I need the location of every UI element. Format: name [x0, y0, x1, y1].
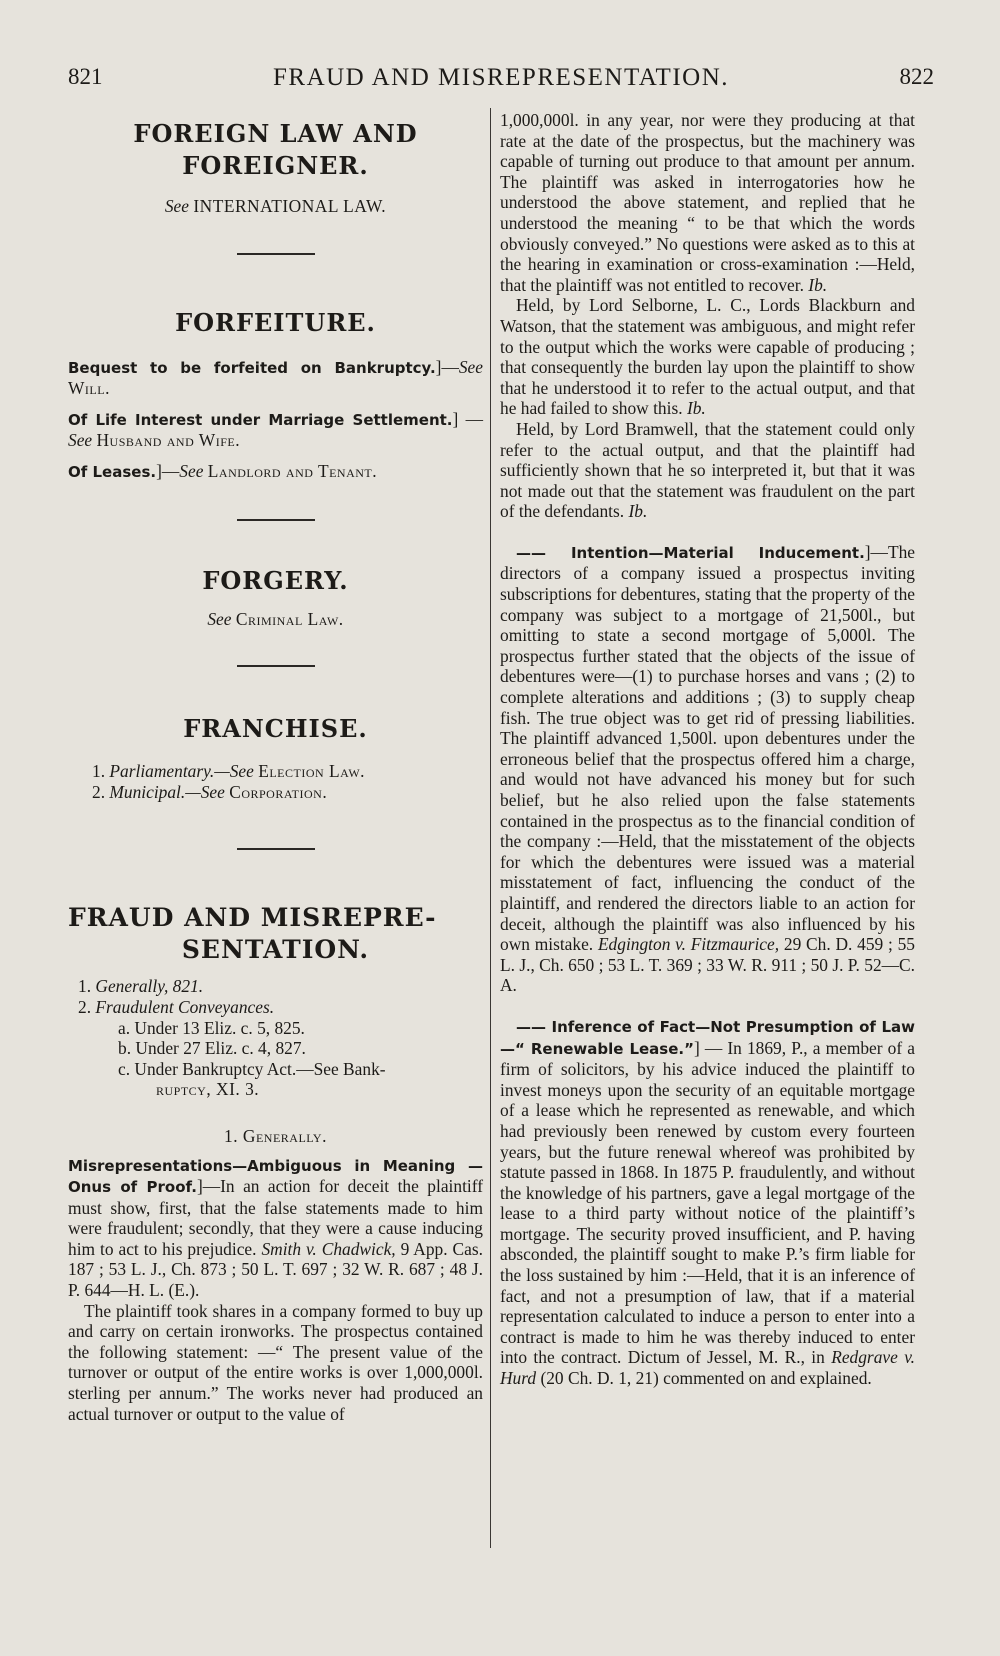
section-heading: FRANCHISE.	[183, 714, 368, 744]
right-column	[500, 110, 915, 1389]
section-rule	[237, 665, 315, 667]
case-paragraph: Misrepresentations—Ambiguous in Meaning —Onus of Proof.]—In an action for deceit the plaintiff must show, first, that the false statements made to him were fraudulent; secondly, that they were a cause inducing him to act to his prejudice. Smith v. Chadwick, 9 App. Cas. 187 ; 53 L. J., Ch. 873 ; 50 L. T. 697 ; 32 W. R. 687 ; 48 J. P. 644—H. L. (E.).	[68, 1156, 483, 1301]
section-franchise	[68, 713, 483, 850]
section-heading: FORFEITURE.	[175, 307, 376, 337]
cross-reference: See Criminal Law.	[207, 608, 344, 629]
list-item: 1. Parliamentary.—See Election Law.	[92, 761, 365, 782]
toc-item: 2. Fraudulent Conveyances.	[78, 996, 275, 1017]
toc-subitem: a. Under 13 Eliz. c. 5, 825.	[118, 1017, 305, 1038]
body-paragraph: The plaintiff took shares in a company formed to buy up and carry on certain ironworks. The prospectus contained the following statement: —“ The present value of the turnover or output of the entire works is over 1,000,000l. sterling per annum.” The works never had produced an actual turnover or output to the value of	[68, 1300, 483, 1424]
page-number-right: 822	[899, 64, 934, 89]
entry: Of Life Interest under Marriage Settlement.] —See Husband and Wife.	[68, 408, 483, 451]
section-heading: SENTATION.	[181, 935, 370, 965]
body-paragraph: Held, by Lord Selborne, L. C., Lords Blackburn and Watson, that the statement was ambiguous, and might refer to the output which the works were capable of producing ; that consequently the burden lay upon the plaintiff to show that he understood it to refer to the actual output, and that he had failed to show this. Ib.	[500, 295, 915, 419]
entry: Bequest to be forfeited on Bankruptcy.]—See Will.	[68, 356, 483, 399]
toc-item: 1. Generally, 821.	[78, 976, 204, 997]
case-paragraph: —— Inference of Fact—Not Presumption of Law—“ Renewable Lease.”] — In 1869, P., a member of a firm of solicitors, by his advice induced the plaintiff to invest moneys upon the security of an equitable mortgage of a lease which he represented as renewable, and which had previously been renewed by custom every fourteen years, but the future renewal whereof was prohibited by statute passed in 1868. In 1875 P. fraudulently, and without the knowledge of his partners, gave a legal mortgage of the lease to a third party without notice of the plaintiff’s mortgage. The security proved insufficient, and P. having absconded, the plaintiff sought to make P.’s firm liable for the loss sustained by him :—Held, that it is an inference of fact, and not a presumption of law, that if a material representation calculated to induce a person to enter into a contract is made to him he was thereby induced to enter into the contract. Dictum of Jessel, M. R., in Redgrave v. Hurd (20 Ch. D. 1, 21) commented on and explained.	[500, 1017, 915, 1389]
section-foreign-law	[68, 118, 483, 255]
list-item: 2. Municipal.—See Corporation.	[92, 781, 328, 802]
case-paragraph: —— Intention—Material Inducement.]—The directors of a company issued a prospectus inviting subscriptions for debentures, stating that the property of the company was subject to a mortgage of 21,500l., but omitting to state a second mortgage of 5,000l. The prospectus further stated that the objects of the issue of debentures were—(1) to purchase horses and vans ; (2) to complete alterations and additions ; (3) to supply cheap fish. The true object was to get rid of pressing liabilities. The plaintiff advanced 1,500l. upon debentures under the erroneous belief that the prospectus offered him a charge, and would not have advanced his money but for such belief, but he also relied upon the false statements contained in the prospectus as to the financial condition of the company :—Held, that the misstatement of the objects for which the debentures were issued was a material misstatement of fact, influencing the conduct of the plaintiff, and rendered the directors liable to an action for deceit, although the plaintiff was also influenced by his own mistake. Edgington v. Fitzmaurice, 29 Ch. D. 459 ; 55 L. J., Ch. 650 ; 53 L. T. 369 ; 33 W. R. 911 ; 50 J. P. 52—C. A.	[500, 541, 915, 996]
subsection-heading: 1. Generally.	[224, 1125, 327, 1146]
left-column	[68, 118, 483, 1424]
section-rule	[237, 253, 315, 255]
toc-subitem: ruptcy, XI. 3.	[156, 1079, 260, 1100]
body-paragraph: Held, by Lord Bramwell, that the statement could only refer to the actual output, and that the plaintiff had sufficiently shown that he so interpreted it, but that it was not made out that the statement was fraudulent on the part of the defendants. Ib.	[500, 418, 915, 522]
toc-subitem: c. Under Bankruptcy Act.—See Bank-	[118, 1058, 386, 1079]
section-heading: FOREIGNER.	[182, 151, 369, 180]
section-forgery	[68, 565, 483, 668]
column-divider	[490, 108, 491, 1548]
section-heading: FORGERY.	[202, 565, 349, 595]
section-rule	[237, 519, 315, 521]
running-header	[68, 64, 934, 98]
section-forfeiture	[68, 307, 483, 521]
running-title: FRAUD AND MISREPRESENTATION.	[272, 64, 729, 91]
section-fraud	[68, 902, 483, 1424]
toc-subitem: b. Under 27 Eliz. c. 4, 827.	[118, 1038, 306, 1059]
section-heading: FRAUD AND MISREPRE-	[68, 903, 437, 933]
page-number-left: 821	[68, 64, 103, 89]
section-rule	[237, 848, 315, 850]
body-paragraph: 1,000,000l. in any year, nor were they producing at that rate at the date of the prospectus, but the machinery was capable of turning out produce to that amount per annum. The plaintiff was asked in interrogatories how he understood the above statement, and replied that he understood the meaning “ to be that which the words obviously conveyed.” No questions were asked as to this at the hearing in examination or cross-examination :—Held, that the plaintiff was not entitled to recover. Ib.	[500, 110, 915, 295]
cross-reference: See INTERNATIONAL LAW.	[164, 196, 387, 216]
entry: Of Leases.]—See Landlord and Tenant.	[68, 460, 378, 481]
section-heading: FOREIGN LAW AND	[133, 119, 418, 148]
